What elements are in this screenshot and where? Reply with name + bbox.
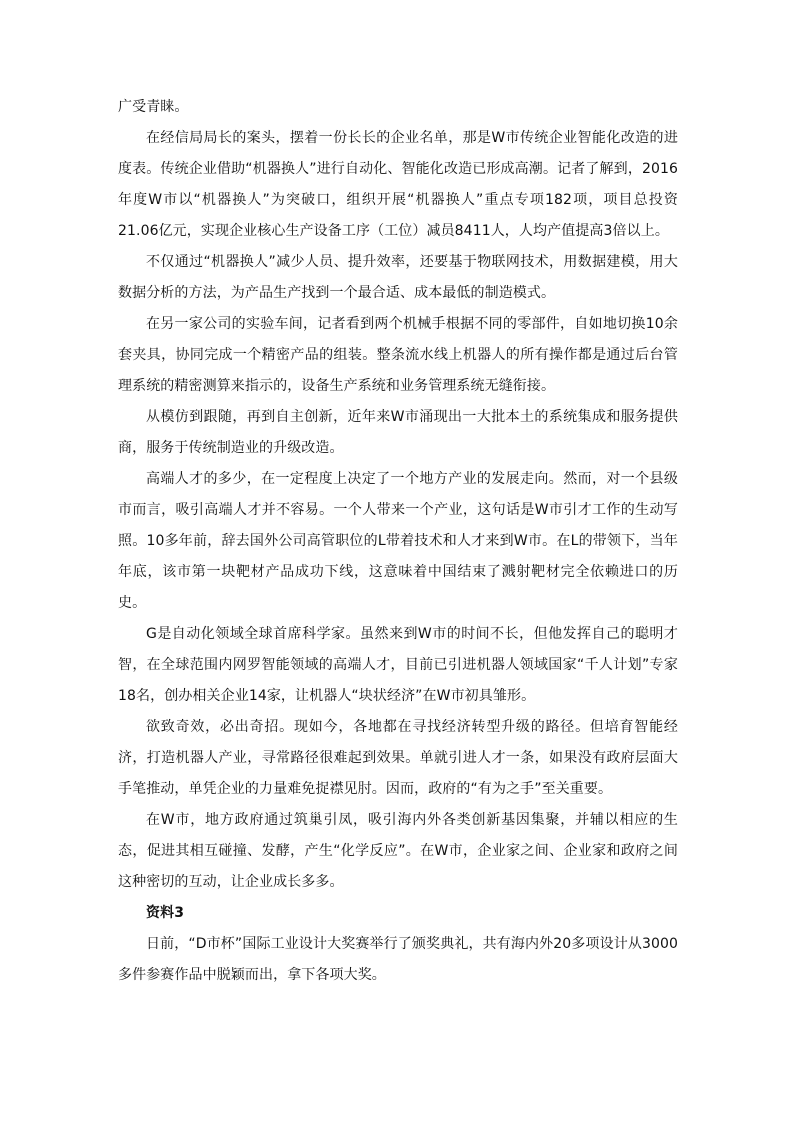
paragraph: 欲致奇效，必出奇招。现如今，各地都在寻找经济转型升级的路径。但培育智能经济，打造机器人产业，寻常路径很难起到效果。单就引进人才一条，如果没有政府层面大手笔推动，单凭企业的力量难免捉襟见肘。因而，政府的“有为之手”至关重要。 (118, 719, 678, 797)
paragraph: 在W市，地方政府通过筑巢引凤，吸引海内外各类创新基因集聚，并辅以相应的生态，促进其相互碰撞、发酵，产生“化学反应”。在W市，企业家之间、企业家和政府之间这种密切的互动，让企业成长多多。 (118, 812, 678, 890)
paragraph: 不仅通过“机器换人”减少人员、提升效率，还要基于物联网技术，用数据建模，用大数据分析的方法，为产品生产找到一个最合适、成本最低的制造模式。 (118, 254, 678, 301)
paragraph: 在另一家公司的实验车间，记者看到两个机械手根据不同的零部件，自如地切换10余套夹具，协同完成一个精密产品的组装。整条流水线上机器人的所有操作都是通过后台管理系统的精密测算来指示的，设备生产系统和业务管理系统无缝衔接。 (118, 316, 678, 394)
paragraph-continued: 广受青睐。 (118, 99, 189, 115)
paragraph: 在经信局局长的案头，摆着一份长长的企业名单，那是W市传统企业智能化改造的进度表。传统企业借助“机器换人”进行自动化、智能化改造已形成高潮。记者了解到，2016年度W市以“机器换人”为突破口，组织开展“机器换人”重点专项182项，项目总投资21.06亿元，实现企业核心生产设备工序（工位）减员8411人，人均产值提高3倍以上。 (118, 130, 678, 239)
paragraph: 高端人才的多少，在一定程度上决定了一个地方产业的发展走向。然而，对一个县级市而言，吸引高端人才并不容易。一个人带来一个产业，这句话是W市引才工作的生动写照。10多年前，辞去国外公司高管职位的L带着技术和人才来到W市。在L的带领下，当年年底，该市第一块靶材产品成功下线，这意味着中国结束了溅射靶材完全依赖进口的历史。 (118, 471, 678, 611)
paragraph: 从模仿到跟随，再到自主创新，近年来W市涌现出一大批本土的系统集成和服务提供商，服务于传统制造业的升级改造。 (118, 409, 678, 456)
paragraph: G是自动化领域全球首席科学家。虽然来到W市的时间不长，但他发挥自己的聪明才智，在全球范围内网罗智能领域的高端人才，目前已引进机器人领域国家“千人计划”专家18名，创办相关企业14家，让机器人“块状经济”在W市初具雏形。 (118, 626, 678, 704)
document-page (118, 92, 678, 991)
paragraph: 日前，“D市杯”国际工业设计大奖赛举行了颁奖典礼，共有海内外20多项设计从3000多件参赛作品中脱颖而出，拿下各项大奖。 (118, 936, 678, 983)
section-heading: 资料3 (146, 905, 185, 921)
